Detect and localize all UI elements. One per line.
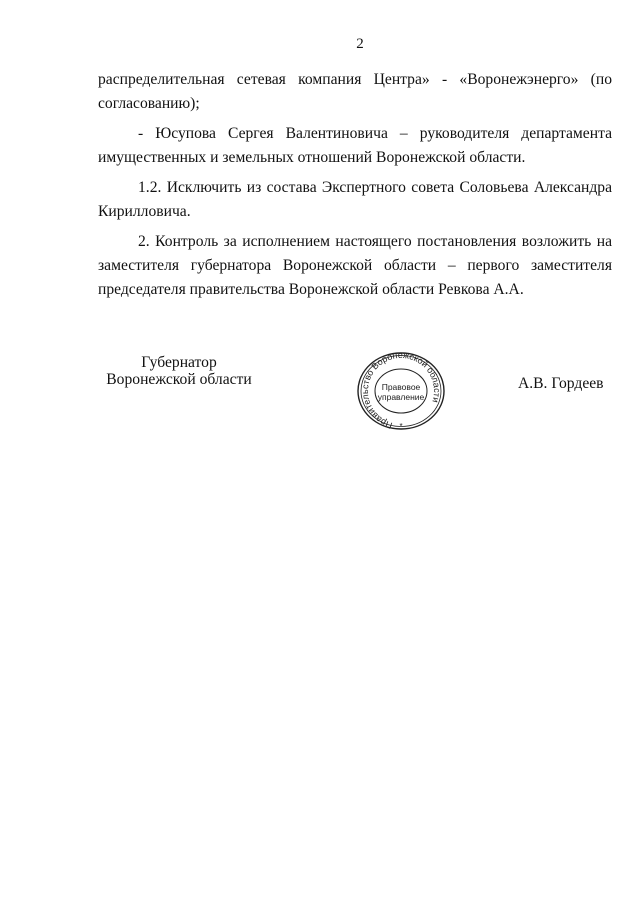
signatory-position-line-2: Воронежской области <box>106 371 252 388</box>
signatory-name: А.В. Гордеев <box>518 375 604 392</box>
stamp-ring-text: Правительство Воронежской области <box>359 350 443 431</box>
paragraph-1-line-1: распределительная сетевая компания Центра» - «Воронежэнерго» (по <box>98 71 612 88</box>
stamp-center-line-1: Правовое <box>381 382 421 392</box>
document-body <box>98 68 612 302</box>
page-number: 2 <box>356 36 364 52</box>
signatory-position <box>104 354 254 388</box>
paragraph-4: 2. Контроль за исполнением настоящего постановления возложить на заместителя губернатора Воронежской области – первого заместителя председателя правительства Воронежской области Ревкова А.А. <box>98 233 612 298</box>
stamp-center-line-2: управление <box>377 392 425 402</box>
paragraph-1-line-2: согласованию); <box>98 95 200 112</box>
stamp-seal-icon <box>355 350 447 432</box>
signatory-position-line-1: Губернатор <box>141 354 217 371</box>
paragraph-2: - Юсупова Сергея Валентиновича – руководителя департамента имущественных и земельных отношений Воронежской области. <box>98 125 612 166</box>
stamp-star: * <box>399 422 403 431</box>
paragraph-3: 1.2. Исключить из состава Экспертного совета Соловьева Александра Кирилловича. <box>98 179 612 220</box>
official-stamp <box>355 350 447 432</box>
